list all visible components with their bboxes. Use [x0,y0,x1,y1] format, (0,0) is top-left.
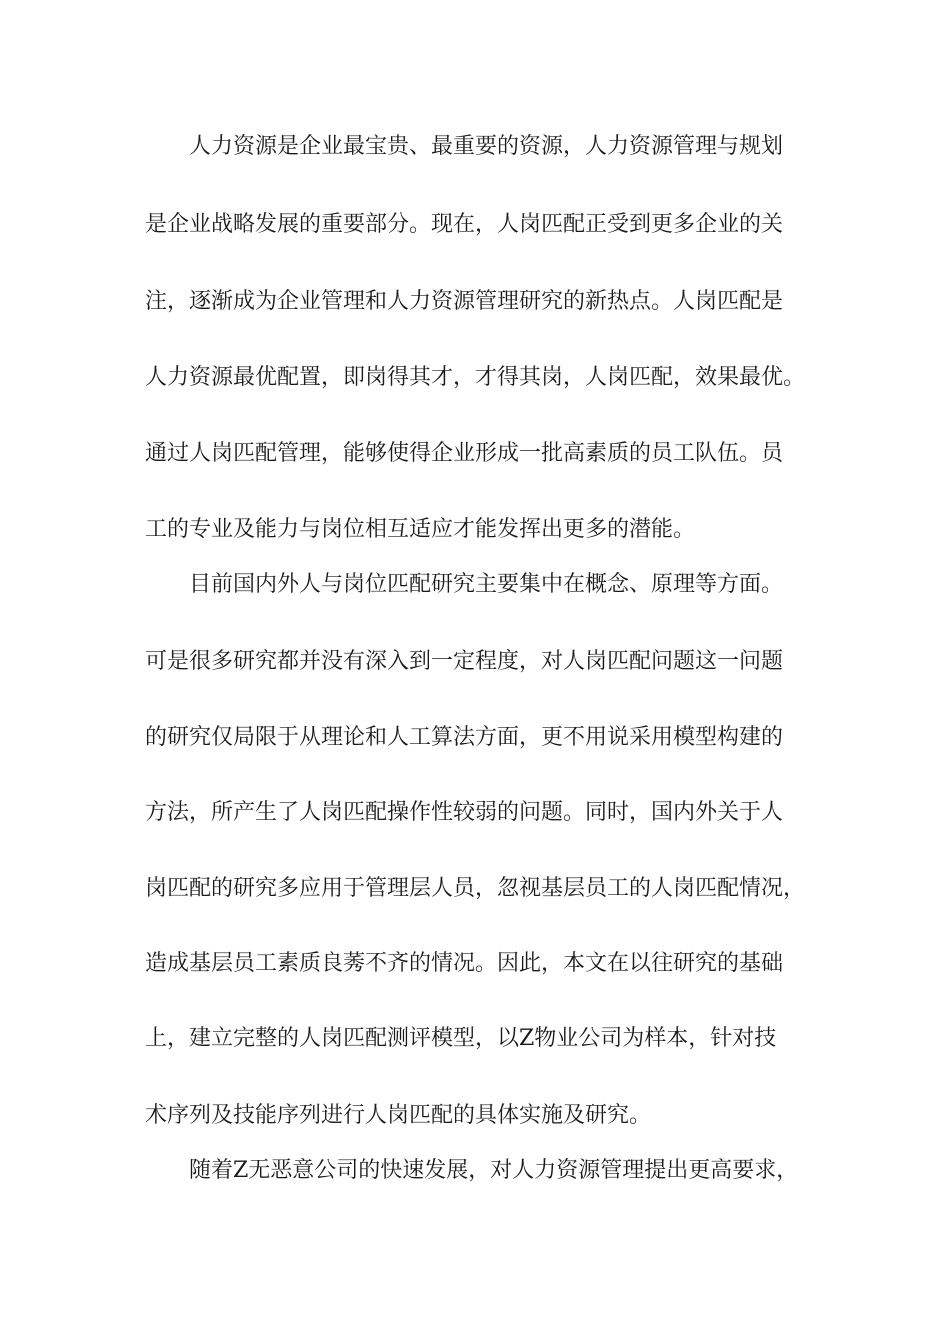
text-line-11: 岗匹配的研究多应用于管理层人员，忽视基层员工的人岗匹配情况， [145,876,806,901]
text-line-3: 注，逐渐成为企业管理和人力资源管理研究的新热点。人岗匹配是 [145,289,784,314]
text-line-6: 工的专业及能力与岗位相互适应才能发挥出更多的潜能。 [145,517,696,542]
text-line-4: 人力资源最优配置，即岗得其才，才得其岗，人岗匹配，效果最优。 [145,365,806,390]
text-line-10: 方法，所产生了人岗匹配操作性较弱的问题。同时，国内外关于人 [145,800,784,825]
text-line-7: 目前国内外人与岗位匹配研究主要集中在概念、原理等方面。 [189,572,784,597]
text-line-12: 造成基层员工素质良莠不齐的情况。因此，本文在以往研究的基础 [145,951,784,976]
text-line-2: 是企业战略发展的重要部分。现在，人岗匹配正受到更多企业的关 [145,212,784,237]
text-line-13: 上，建立完整的人岗匹配测评模型，以Z物业公司为样本，针对技 [145,1026,777,1051]
text-line-9: 的研究仅局限于从理论和人工算法方面，更不用说采用模型构建的 [145,725,784,750]
text-line-5: 通过人岗匹配管理，能够使得企业形成一批高素质的员工队伍。员 [145,441,784,466]
text-line-15: 随着Z无恶意公司的快速发展，对人力资源管理提出更高要求， [189,1158,799,1183]
text-line-8: 可是很多研究都并没有深入到一定程度，对人岗匹配问题这一问题 [145,649,784,674]
text-line-14: 术序列及技能序列进行人岗匹配的具体实施及研究。 [145,1103,652,1128]
text-line-1: 人力资源是企业最宝贵、最重要的资源，人力资源管理与规划 [189,134,784,159]
